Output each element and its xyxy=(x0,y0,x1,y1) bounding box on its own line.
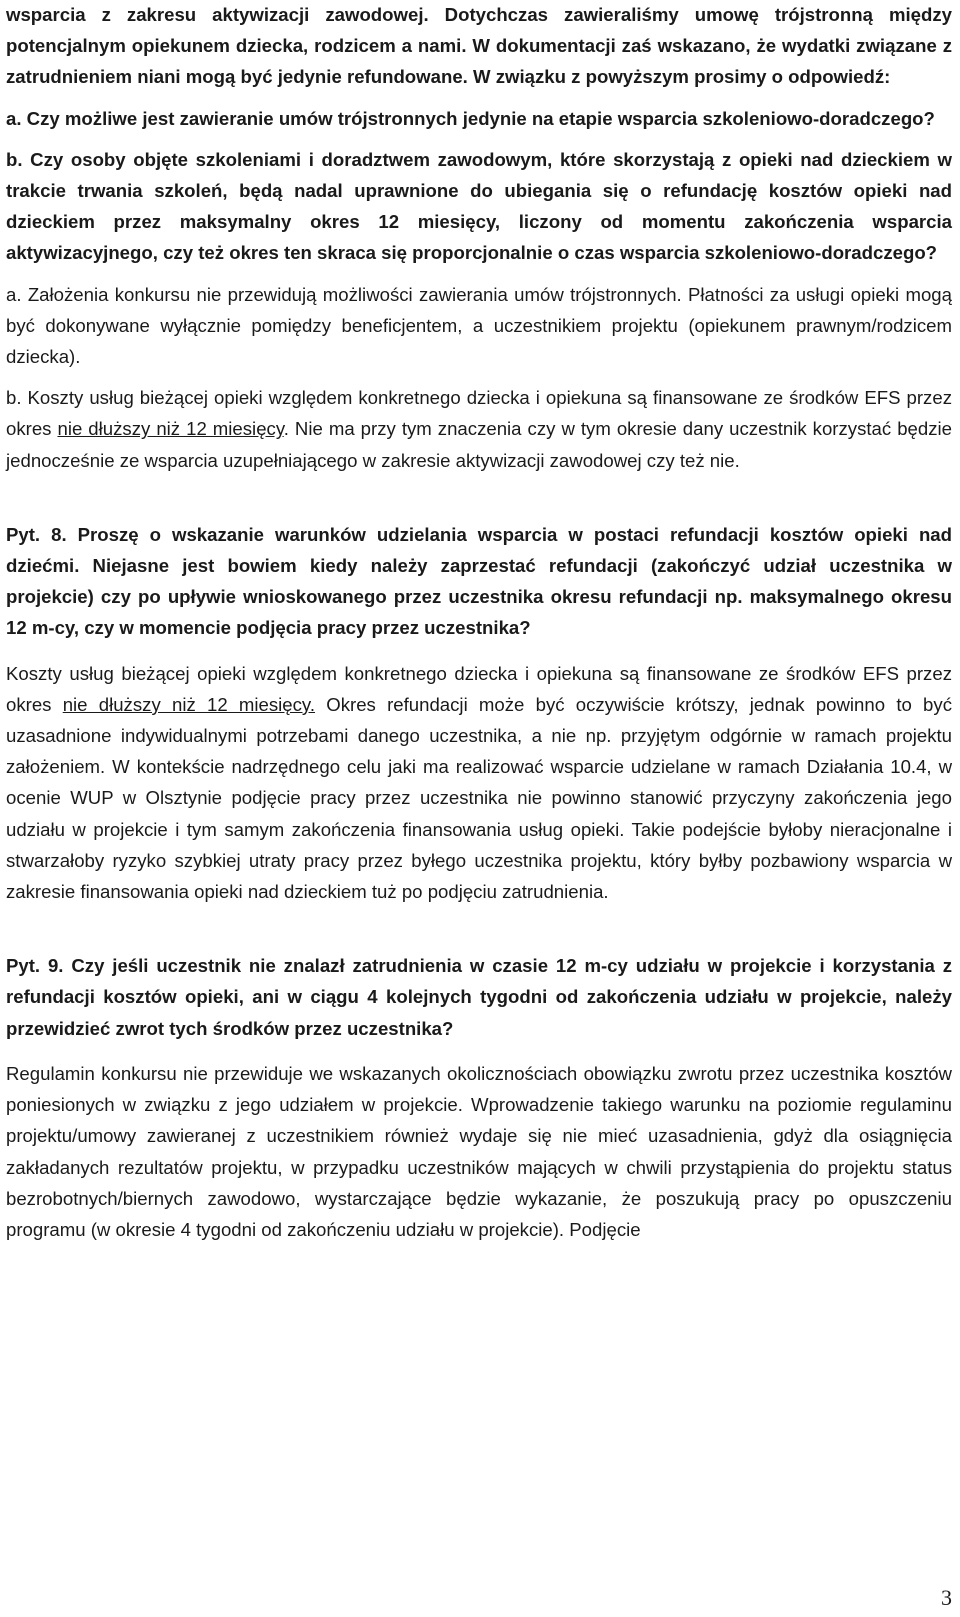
intro-paragraph xyxy=(6,0,952,93)
intro-bold-rest: Dotychczas zawieraliśmy umowę trójstronną między potencjalnym opiekunem dziecka, rodzicem a nami. W dokumentacji zaś wskazano, że wydatki związane z zatrudnieniem niani mogą być jedynie refundowane. W związku z powyższym prosimy o odpowiedź: xyxy=(6,4,953,88)
page-number: 3 xyxy=(941,1585,952,1610)
question-9: Pyt. 9. Czy jeśli uczestnik nie znalazł zatrudnienia w czasie 12 m-cy udziału w projekcie i korzystania z refundacji kosztów opieki, ani w ciągu 4 kolejnych tygodni od zakończenia udziału w projekcie, należy przewidzieć zwrot tych środków przez uczestnika? xyxy=(6,955,952,1039)
document-page xyxy=(6,0,952,1245)
answer-8-post: Okres refundacji może być oczywiście krótszy, jednak powinno to być uzasadnione indywidualnymi potrzebami danego uczestnika, a nie np. przyjętym odgórnie w ramach projektu założeniem. W kontekście nadrzędnego celu jaki ma realizować wsparcie udzielane w ramach Działania 10.4, w ocenie WUP w Olsztynie podjęcie pracy przez uczestnika nie powinno stanowić przyczyny zakończenia jego udziału w projekcie i tym samym zakończenia finansowania usług opieki. Takie podejście byłoby nieracjonalne i stwarzałoby ryzyko szybkiej utraty pracy przez byłego uczestnika projektu, który byłby pozbawiony wsparcia w zakresie finansowania opieki nad dzieckiem tuż po podjęciu zatrudnienia. xyxy=(6,693,952,903)
intro-bold-start: wsparcia z zakresu aktywizacji zawodowej. xyxy=(6,4,429,25)
answer-8-underline: nie dłuższy niż 12 miesięcy. xyxy=(62,693,316,715)
answer-8-pre: Koszty usług bieżącej opieki względem konkretnego dziecka i opiekuna są finansowane ze środków EFS przez okres xyxy=(6,662,952,715)
answer-7b-post: . Nie ma przy tym znaczenia czy w tym okresie dany uczestnik korzystać będzie jednocześnie ze wsparcia uzupełniającego w zakresie aktywizacji zawodowej czy też nie. xyxy=(6,418,952,471)
answer-9: Regulamin konkursu nie przewiduje we wskazanych okolicznościach obowiązku zwrotu przez uczestnika kosztów poniesionych w związku z jego udziałem w projekcie. Wprowadzenie takiego warunku na poziomie regulaminu projektu/umowy zawieranej z uczestnikiem również wydaje się nie mieć uzasadnienia, gdyż dla osiągnięcia zakładanych rezultatów projektu, w przypadku uczestników mających w chwili przystąpienia do projektu status bezrobotnych/biernych zawodowo, wystarczające będzie wykazanie, że poszukują pracy po opuszczeniu programu (w okresie 4 tygodni od zakończeniu udziału w projekcie). Podjęcie xyxy=(6,1062,952,1240)
question-7a: a. Czy możliwe jest zawieranie umów trójstronnych jedynie na etapie wsparcia szkoleniowo-doradczego? xyxy=(6,107,935,129)
question-7b: b. Czy osoby objęte szkoleniami i doradztwem zawodowym, które skorzystają z opieki nad dzieckiem w trakcie trwania szkoleń, będą nadal uprawnione do ubiegania się o refundację kosztów opieki nad dzieckiem przez maksymalny okres 12 miesięcy, liczony od momentu zakończenia wsparcia aktywizacyjnego, czy też okres ten skraca się proporcjonalnie o czas wsparcia szkoleniowo-doradczego? xyxy=(6,148,952,264)
answer-7b-underline: nie dłuższy niż 12 miesięcy xyxy=(57,418,284,440)
answer-7b-pre: b. Koszty usług bieżącej opieki względem konkretnego dziecka i opiekuna są finansowane ze środków EFS przez okres xyxy=(6,387,952,440)
question-8: Pyt. 8. Proszę o wskazanie warunków udzielania wsparcia w postaci refundacji kosztów opieki nad dziećmi. Niejasne jest bowiem kiedy należy zaprzestać refundacji (zakończyć udział uczestnika w projekcie) czy po upływie wnioskowanego przez uczestnika okresu refundacji np. maksymalnego okresu 12 m-cy, czy w momencie podjęcia pracy przez uczestnika? xyxy=(6,523,952,639)
answer-8 xyxy=(6,658,952,908)
answer-7b xyxy=(6,382,952,476)
answer-7a: a. Założenia konkursu nie przewidują możliwości zawierania umów trójstronnych. Płatności za usługi opieki mogą być dokonywane wyłącznie pomiędzy beneficjentem, a uczestnikiem projektu (opiekunem prawnym/rodzicem dziecka). xyxy=(6,283,952,368)
